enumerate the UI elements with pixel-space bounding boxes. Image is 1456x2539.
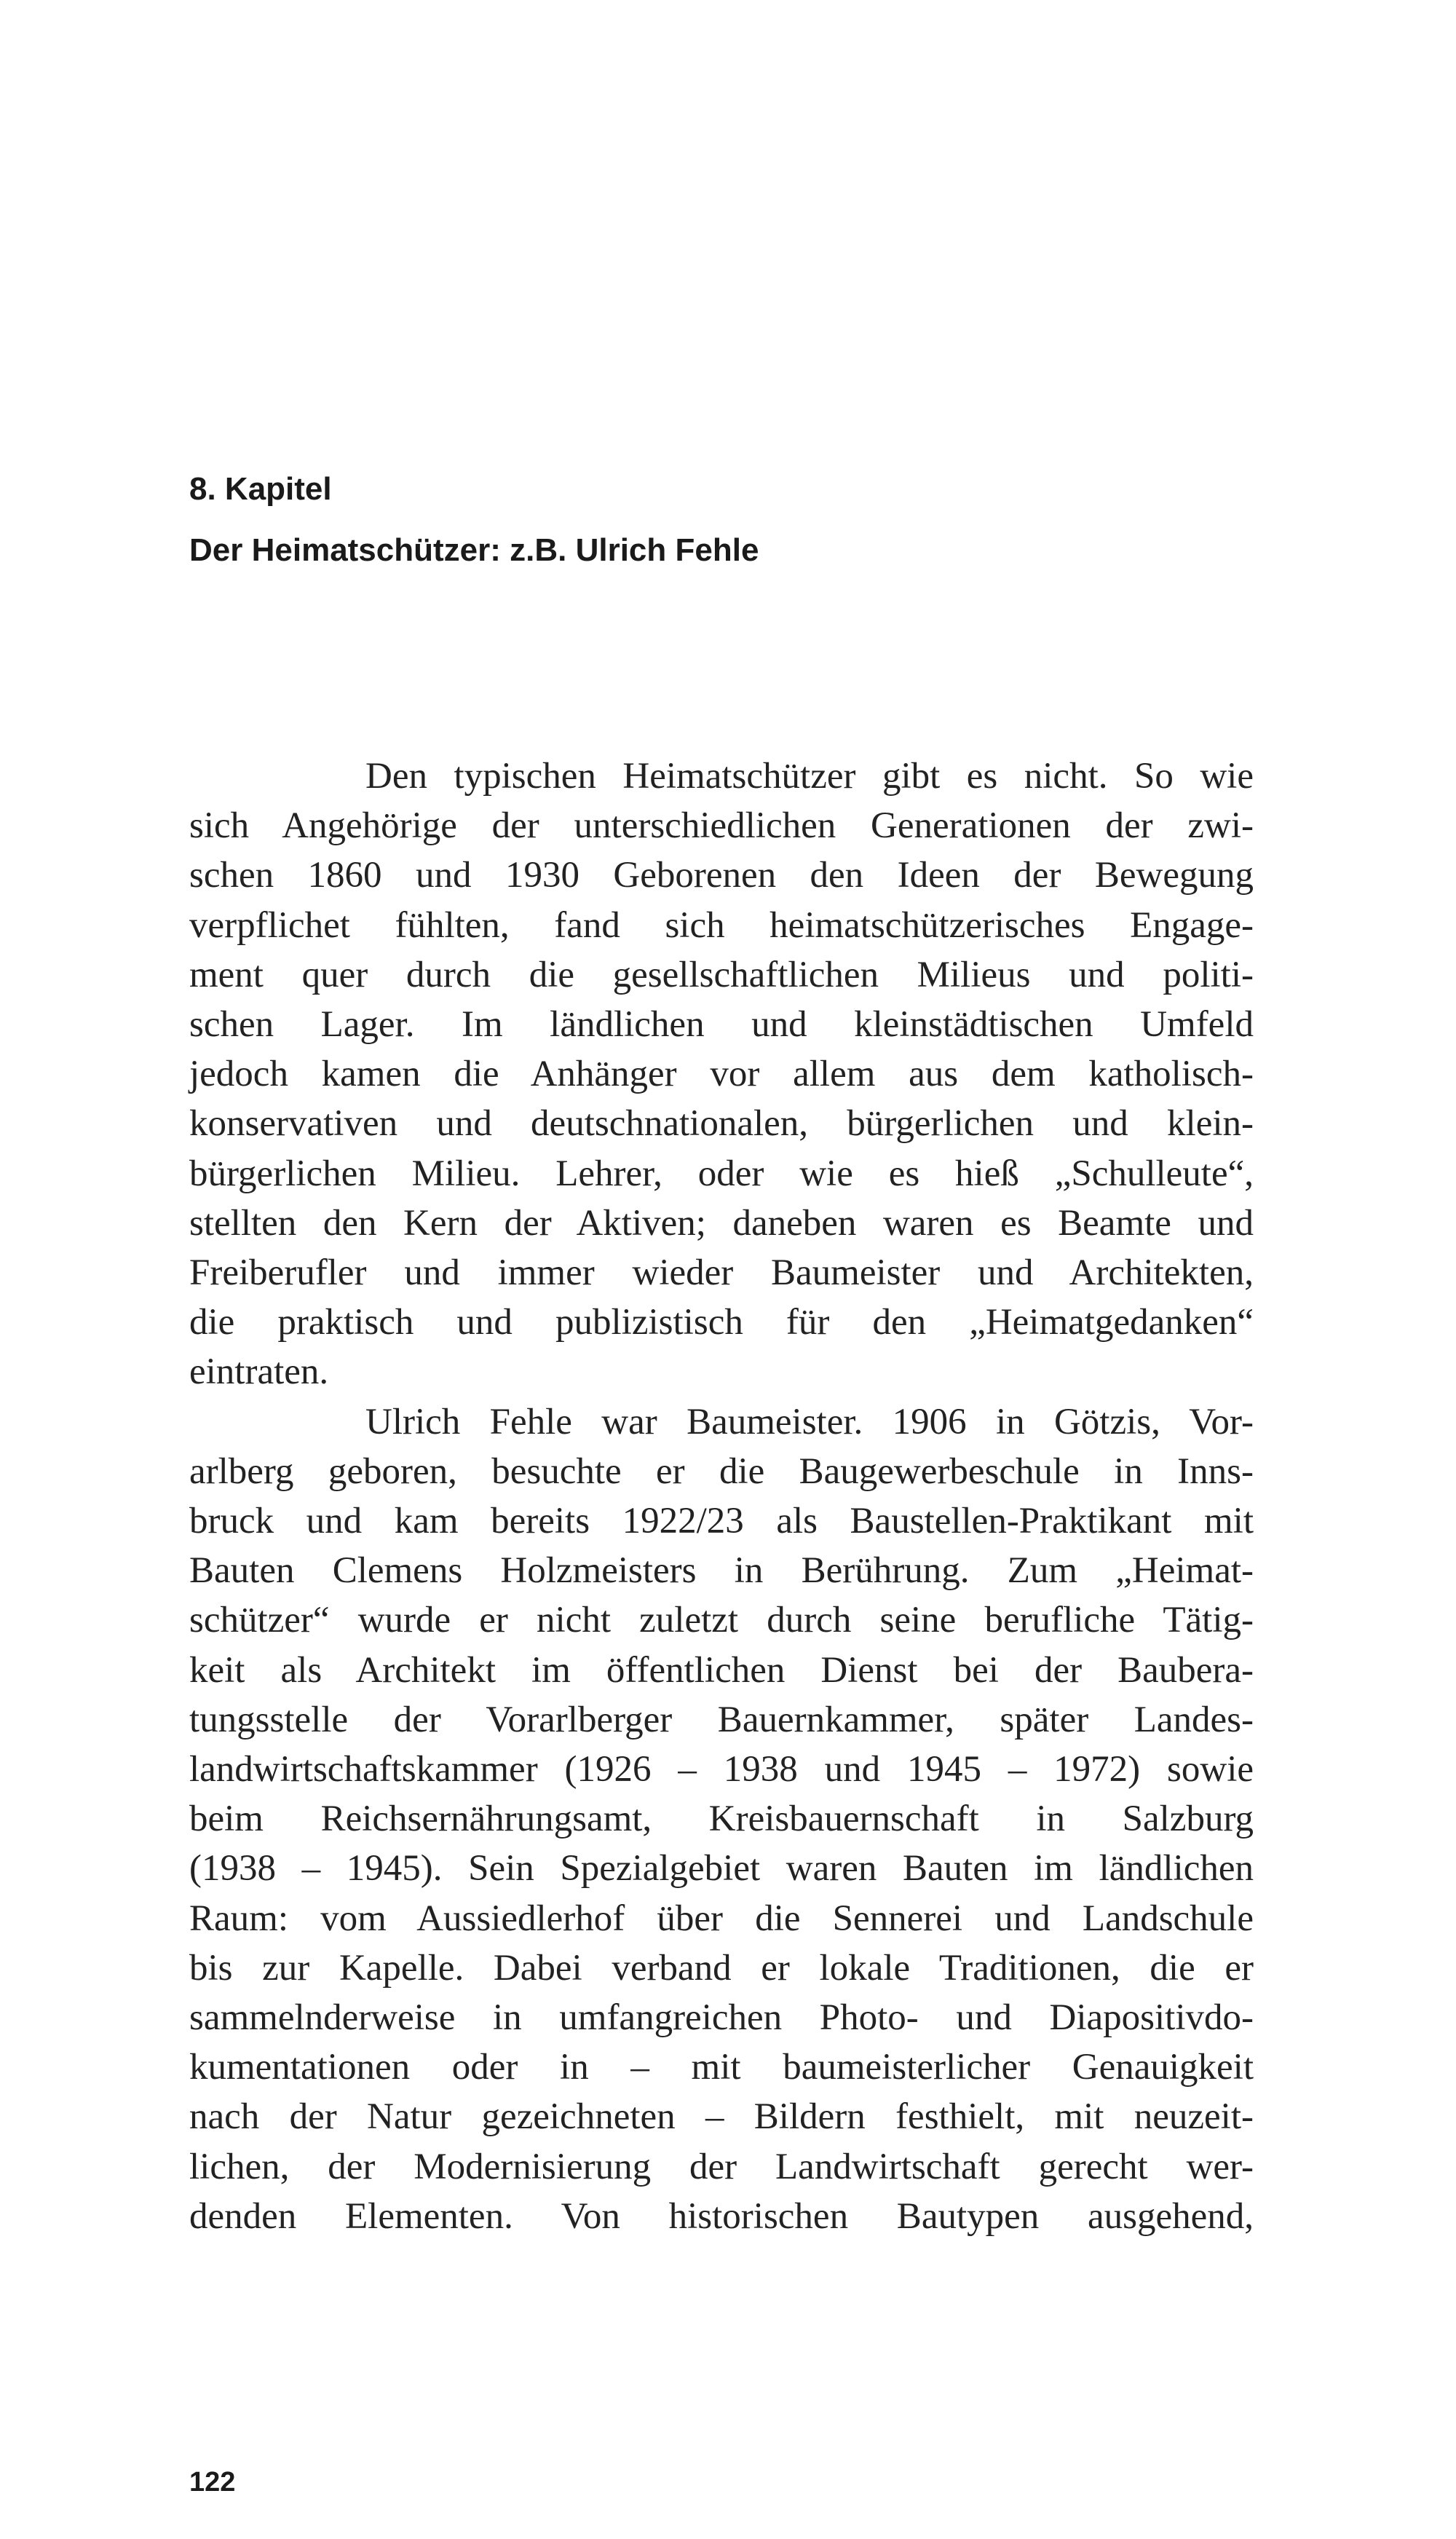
text-line: landwirtschaftskammer (1926 – 1938 und 1945 – 1972) sowie: [189, 1749, 1254, 1790]
text-line: beim Reichsernährungsamt, Kreisbauernschaft in Salzburg: [189, 1798, 1254, 1840]
text-line: bis zur Kapelle. Dabei verband er lokale Traditionen, die er: [189, 1947, 1254, 1989]
text-line: Bauten Clemens Holzmeisters in Berührung. Zum „Heimat-: [189, 1550, 1254, 1592]
paragraph: [189, 1397, 1254, 2241]
text-line: keit als Architekt im öffentlichen Dienst bei der Baubera-: [189, 1649, 1254, 1691]
chapter-heading: [189, 459, 759, 581]
text-line: Raum: vom Aussiedlerhof über die Sennerei und Landschule: [189, 1898, 1254, 1939]
text-line: sich Angehörige der unterschiedlichen Generationen der zwi-: [189, 805, 1254, 847]
chapter-title: Der Heimatschützer: z.B. Ulrich Fehle: [189, 532, 759, 568]
text-line: schützer“ wurde er nicht zuletzt durch seine berufliche Tätig-: [189, 1600, 1254, 1641]
text-line: Freiberufler und immer wieder Baumeister und Architekten,: [189, 1252, 1254, 1294]
text-line: (1938 – 1945). Sein Spezialgebiet waren Bauten im ländlichen: [189, 1848, 1254, 1890]
text-line: arlberg geboren, besuchte er die Baugewerbeschule in Inns-: [189, 1450, 1254, 1492]
text-line: schen 1860 und 1930 Geborenen den Ideen der Bewegung: [189, 855, 1254, 896]
text-line: sammelnderweise in umfangreichen Photo- und Diapositivdo-: [189, 1997, 1254, 2039]
text-line: Ulrich Fehle war Baumeister. 1906 in Götzis, Vor-: [365, 1401, 1254, 1442]
text-line: stellten den Kern der Aktiven; daneben waren es Beamte und: [189, 1202, 1254, 1244]
text-line: lichen, der Modernisierung der Landwirtschaft gerecht wer-: [189, 2146, 1254, 2187]
text-line: verpflichet fühlten, fand sich heimatschützerisches Engage-: [189, 904, 1254, 946]
text-line: bruck und kam bereits 1922/23 als Baustellen-Praktikant mit: [189, 1501, 1254, 1542]
text-line: schen Lager. Im ländlichen und kleinstädtischen Umfeld: [189, 1004, 1254, 1046]
text-line: denden Elementen. Von historischen Bautypen ausgehend,: [189, 2195, 1254, 2237]
text-line: ment quer durch die gesellschaftlichen Milieus und politi-: [189, 954, 1254, 995]
text-line: nach der Natur gezeichneten – Bildern festhielt, mit neuzeit-: [189, 2096, 1254, 2138]
text-line: eintraten.: [189, 1351, 329, 1393]
paragraph: [189, 751, 1254, 1397]
text-line: bürgerlichen Milieu. Lehrer, oder wie es hieß „Schulleute“,: [189, 1153, 1254, 1194]
text-line: die praktisch und publizistisch für den „Heimatgedanken“: [189, 1302, 1254, 1343]
page-number: 122: [189, 2467, 236, 2497]
text-line: jedoch kamen die Anhänger vor allem aus dem katholisch-: [189, 1054, 1254, 1095]
body-text: [189, 751, 1254, 2241]
text-line: tungsstelle der Vorarlberger Bauernkammer, später Landes-: [189, 1699, 1254, 1740]
chapter-number: 8. Kapitel: [189, 471, 332, 507]
text-line: Den typischen Heimatschützer gibt es nicht. So wie: [365, 756, 1254, 797]
text-line: konservativen und deutschnationalen, bürgerlichen und klein-: [189, 1103, 1254, 1145]
text-line: kumentationen oder in – mit baumeisterlicher Genauigkeit: [189, 2047, 1254, 2088]
